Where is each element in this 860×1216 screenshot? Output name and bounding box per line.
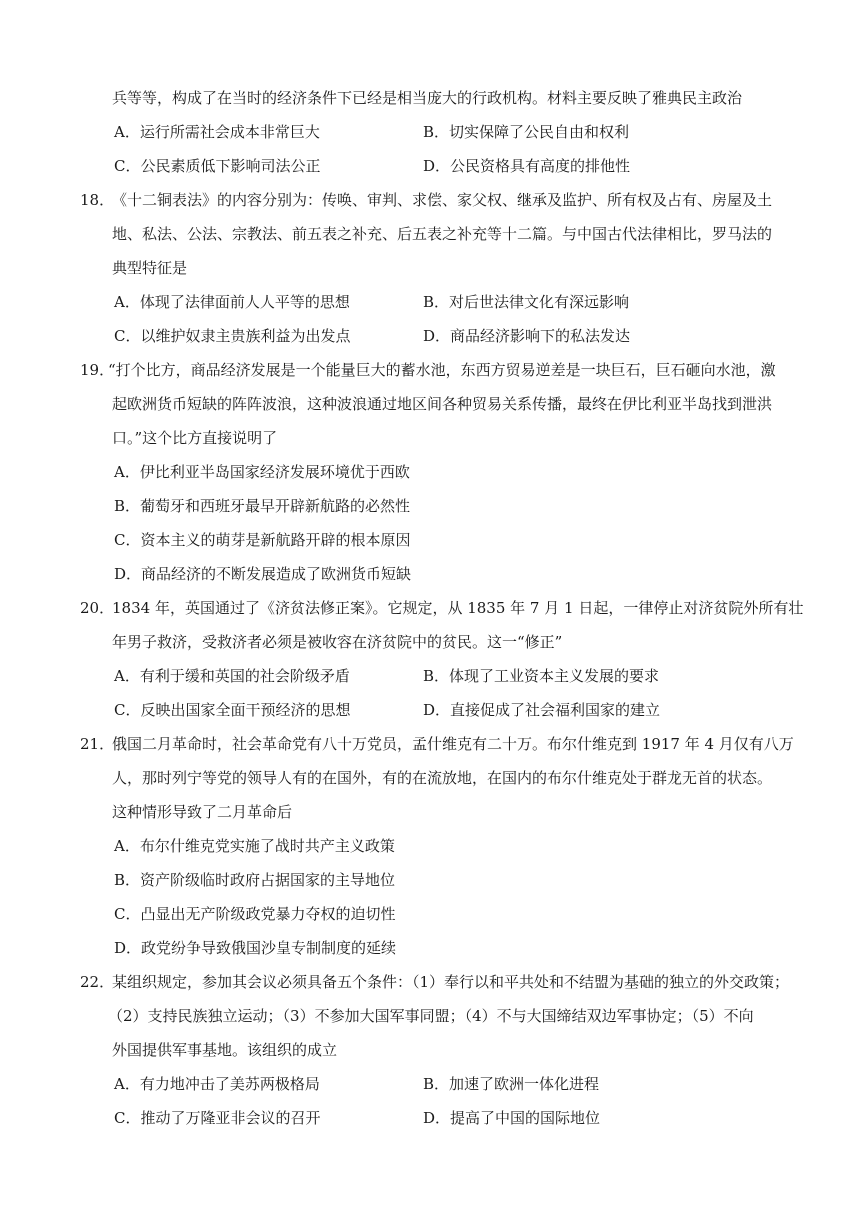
q22-option-a[interactable]: A．有力地冲击了美苏两极格局 — [114, 1075, 320, 1093]
q18-stem-line1: 《十二铜表法》的内容分别为：传唤、审判、求偿、家父权、继承及监护、所有权及占有、房屋及土 — [112, 191, 773, 209]
q22-option-d[interactable]: D．提高了中国的国际地位 — [423, 1109, 601, 1127]
q21-option-b[interactable]: B．资产阶级临时政府占据国家的主导地位 — [114, 871, 396, 889]
q20-option-b[interactable]: B．体现了工业资本主义发展的要求 — [423, 667, 660, 685]
q19-stem-line2: 起欧洲货币短缺的阵阵波浪，这种波浪通过地区间各种贸易关系传播，最终在伊比利亚半岛找到泄洪 — [112, 395, 773, 413]
q19-number: 19． — [80, 361, 115, 379]
q22-option-c[interactable]: C．推动了万隆亚非会议的召开 — [114, 1109, 321, 1127]
q21-option-a[interactable]: A．布尔什维克党实施了战时共产主义政策 — [114, 837, 395, 855]
q18-option-d[interactable]: D．商品经济影响下的私法发达 — [423, 327, 631, 345]
q21-option-d[interactable]: D．政党纷争导致俄国沙皇专制制度的延续 — [114, 939, 397, 957]
q18-option-a[interactable]: A．体现了法律面前人人平等的思想 — [114, 293, 350, 311]
q18-stem-line3: 典型特征是 — [112, 259, 188, 277]
q20-stem-line2: 年男子救济，受救济者必须是被收容在济贫院中的贫民。这一“修正” — [112, 633, 563, 651]
q17-option-d[interactable]: D．公民资格具有高度的排他性 — [423, 157, 631, 175]
q17-stem-cont: 兵等等，构成了在当时的经济条件下已经是相当庞大的行政机构。材料主要反映了雅典民主政治 — [112, 89, 743, 107]
q22-option-b[interactable]: B．加速了欧洲一体化进程 — [423, 1075, 600, 1093]
q22-stem-line2: （2）支持民族独立运动；（3）不参加大国军事同盟；（4）不与大国缔结双边军事协定；（5）不向 — [108, 1007, 754, 1025]
q19-stem-line1: “打个比方，商品经济发展是一个能量巨大的蓄水池，东西方贸易逆差是一块巨石，巨石砸向水池，激 — [108, 361, 776, 379]
q18-option-b[interactable]: B．对后世法律文化有深远影响 — [423, 293, 630, 311]
q21-stem-line1: 俄国二月革命时，社会革命党有八十万党员，孟什维克有二十万。布尔什维克到 1917 年 4 月仅有八万 — [112, 735, 794, 753]
q17-option-b[interactable]: B．切实保障了公民自由和权利 — [423, 123, 630, 141]
q22-stem-line3: 外国提供军事基地。该组织的成立 — [112, 1041, 338, 1059]
q22-number: 22． — [80, 973, 115, 991]
q20-option-a[interactable]: A．有利于缓和英国的社会阶级矛盾 — [114, 667, 350, 685]
q19-option-c[interactable]: C．资本主义的萌芽是新航路开辟的根本原因 — [114, 531, 411, 549]
q17-option-a[interactable]: A．运行所需社会成本非常巨大 — [114, 123, 320, 141]
q17-option-c[interactable]: C．公民素质低下影响司法公正 — [114, 157, 321, 175]
q18-number: 18． — [80, 191, 115, 209]
q20-option-c[interactable]: C．反映出国家全面干预经济的思想 — [114, 701, 351, 719]
q22-stem-line1: 某组织规定，参加其会议必须具备五个条件：（1）奉行以和平共处和不结盟为基础的独立的外交政策； — [112, 973, 790, 991]
q19-stem-line3: 口。”这个比方直接说明了 — [112, 429, 278, 447]
q19-option-a[interactable]: A．伊比利亚半岛国家经济发展环境优于西欧 — [114, 463, 410, 481]
q21-option-c[interactable]: C．凸显出无产阶级政党暴力夺权的迫切性 — [114, 905, 396, 923]
q20-number: 20． — [80, 599, 115, 617]
q21-stem-line3: 这种情形导致了二月革命后 — [112, 803, 293, 821]
q21-stem-line2: 人，那时列宁等党的领导人有的在国外，有的在流放地，在国内的布尔什维克处于群龙无首的状态。 — [112, 769, 773, 787]
q18-option-c[interactable]: C．以维护奴隶主贵族利益为出发点 — [114, 327, 351, 345]
q18-stem-line2: 地、私法、公法、宗教法、前五表之补充、后五表之补充等十二篇。与中国古代法律相比，罗马法的 — [112, 225, 773, 243]
q19-option-b[interactable]: B．葡萄牙和西班牙最早开辟新航路的必然性 — [114, 497, 411, 515]
q19-option-d[interactable]: D．商品经济的不断发展造成了欧洲货币短缺 — [114, 565, 412, 583]
q21-number: 21． — [80, 735, 115, 753]
q20-option-d[interactable]: D．直接促成了社会福利国家的建立 — [423, 701, 661, 719]
q20-stem-line1: 1834 年，英国通过了《济贫法修正案》。它规定，从 1835 年 7 月 1 日起，一律停止对济贫院外所有壮 — [112, 599, 804, 617]
